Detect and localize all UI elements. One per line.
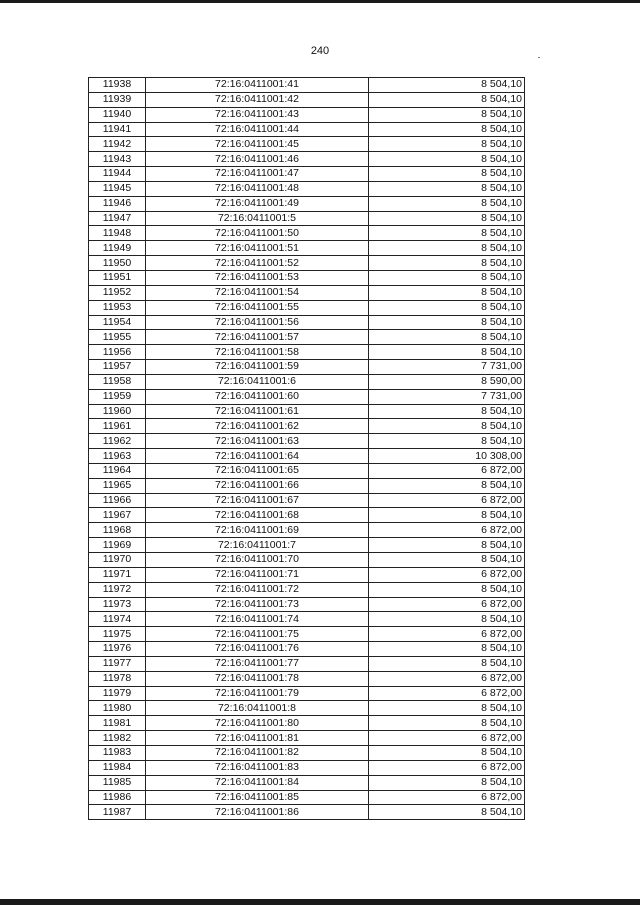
cadastral-number-cell: 72:16:0411001:7 — [146, 538, 369, 553]
cadastral-number-cell: 72:16:0411001:68 — [146, 508, 369, 523]
amount-cell: 8 504,10 — [369, 716, 525, 731]
row-number-cell: 11939 — [89, 92, 146, 107]
row-number-cell: 11980 — [89, 701, 146, 716]
amount-cell: 6 872,00 — [369, 493, 525, 508]
amount-cell: 8 504,10 — [369, 152, 525, 167]
table-row — [89, 285, 525, 300]
table-row — [89, 404, 525, 419]
table-row — [89, 449, 525, 464]
row-number-cell: 11981 — [89, 716, 146, 731]
cadastral-number-cell: 72:16:0411001:86 — [146, 805, 369, 820]
cadastral-number-cell: 72:16:0411001:42 — [146, 92, 369, 107]
top-border-rule — [0, 0, 640, 3]
bottom-border-rule — [0, 899, 640, 905]
table-row — [89, 701, 525, 716]
row-number-cell: 11945 — [89, 181, 146, 196]
cadastral-number-cell: 72:16:0411001:6 — [146, 374, 369, 389]
cadastral-number-cell: 72:16:0411001:76 — [146, 642, 369, 657]
row-number-cell: 11987 — [89, 805, 146, 820]
row-number-cell: 11943 — [89, 152, 146, 167]
table-row — [89, 463, 525, 478]
cadastral-number-cell: 72:16:0411001:53 — [146, 270, 369, 285]
row-number-cell: 11960 — [89, 404, 146, 419]
amount-cell: 8 504,10 — [369, 196, 525, 211]
cadastral-number-cell: 72:16:0411001:41 — [146, 78, 369, 93]
cadastral-number-cell: 72:16:0411001:63 — [146, 434, 369, 449]
cadastral-number-cell: 72:16:0411001:70 — [146, 553, 369, 568]
table-row — [89, 671, 525, 686]
row-number-cell: 11971 — [89, 567, 146, 582]
table-row — [89, 523, 525, 538]
table-row — [89, 300, 525, 315]
table-row — [89, 211, 525, 226]
amount-cell: 8 504,10 — [369, 775, 525, 790]
amount-cell: 8 590,00 — [369, 374, 525, 389]
cadastral-number-cell: 72:16:0411001:85 — [146, 790, 369, 805]
amount-cell: 6 872,00 — [369, 627, 525, 642]
row-number-cell: 11965 — [89, 478, 146, 493]
table-row — [89, 760, 525, 775]
cadastral-number-cell: 72:16:0411001:60 — [146, 389, 369, 404]
row-number-cell: 11979 — [89, 686, 146, 701]
amount-cell: 8 504,10 — [369, 181, 525, 196]
cadastral-number-cell: 72:16:0411001:73 — [146, 597, 369, 612]
amount-cell: 6 872,00 — [369, 731, 525, 746]
amount-cell: 8 504,10 — [369, 508, 525, 523]
cadastral-number-cell: 72:16:0411001:44 — [146, 122, 369, 137]
table-row — [89, 345, 525, 360]
row-number-cell: 11950 — [89, 256, 146, 271]
cadastral-number-cell: 72:16:0411001:59 — [146, 360, 369, 375]
row-number-cell: 11953 — [89, 300, 146, 315]
row-number-cell: 11963 — [89, 449, 146, 464]
table-row — [89, 196, 525, 211]
amount-cell: 8 504,10 — [369, 345, 525, 360]
amount-cell: 6 872,00 — [369, 597, 525, 612]
cadastral-number-cell: 72:16:0411001:65 — [146, 463, 369, 478]
row-number-cell: 11966 — [89, 493, 146, 508]
table-row — [89, 78, 525, 93]
row-number-cell: 11983 — [89, 745, 146, 760]
amount-cell: 8 504,10 — [369, 270, 525, 285]
cadastral-number-cell: 72:16:0411001:50 — [146, 226, 369, 241]
cadastral-number-cell: 72:16:0411001:66 — [146, 478, 369, 493]
amount-cell: 6 872,00 — [369, 686, 525, 701]
amount-cell: 8 504,10 — [369, 315, 525, 330]
amount-cell: 8 504,10 — [369, 330, 525, 345]
amount-cell: 6 872,00 — [369, 790, 525, 805]
amount-cell: 8 504,10 — [369, 256, 525, 271]
amount-cell: 8 504,10 — [369, 656, 525, 671]
cadastral-number-cell: 72:16:0411001:69 — [146, 523, 369, 538]
table-row — [89, 538, 525, 553]
table-row — [89, 731, 525, 746]
cadastral-number-cell: 72:16:0411001:64 — [146, 449, 369, 464]
cadastral-number-cell: 72:16:0411001:79 — [146, 686, 369, 701]
cadastral-number-cell: 72:16:0411001:82 — [146, 745, 369, 760]
row-number-cell: 11940 — [89, 107, 146, 122]
table-row — [89, 745, 525, 760]
row-number-cell: 11967 — [89, 508, 146, 523]
amount-cell: 8 504,10 — [369, 642, 525, 657]
row-number-cell: 11948 — [89, 226, 146, 241]
table-row — [89, 478, 525, 493]
cadastral-number-cell: 72:16:0411001:45 — [146, 137, 369, 152]
table-row — [89, 805, 525, 820]
cadastral-number-cell: 72:16:0411001:58 — [146, 345, 369, 360]
amount-cell: 8 504,10 — [369, 107, 525, 122]
cadastral-number-cell: 72:16:0411001:52 — [146, 256, 369, 271]
cadastral-number-cell: 72:16:0411001:72 — [146, 582, 369, 597]
row-number-cell: 11970 — [89, 553, 146, 568]
amount-cell: 8 504,10 — [369, 285, 525, 300]
amount-cell: 8 504,10 — [369, 701, 525, 716]
amount-cell: 8 504,10 — [369, 745, 525, 760]
cadastral-number-cell: 72:16:0411001:54 — [146, 285, 369, 300]
table-row — [89, 137, 525, 152]
row-number-cell: 11954 — [89, 315, 146, 330]
cadastral-number-cell: 72:16:0411001:48 — [146, 181, 369, 196]
cadastral-number-cell: 72:16:0411001:84 — [146, 775, 369, 790]
row-number-cell: 11985 — [89, 775, 146, 790]
amount-cell: 8 504,10 — [369, 92, 525, 107]
amount-cell: 8 504,10 — [369, 582, 525, 597]
page-number: 240 — [310, 45, 330, 57]
table-row — [89, 360, 525, 375]
table-row — [89, 389, 525, 404]
cadastral-number-cell: 72:16:0411001:80 — [146, 716, 369, 731]
row-number-cell: 11973 — [89, 597, 146, 612]
table-row — [89, 582, 525, 597]
table-row — [89, 167, 525, 182]
amount-cell: 8 504,10 — [369, 78, 525, 93]
row-number-cell: 11964 — [89, 463, 146, 478]
amount-cell: 8 504,10 — [369, 805, 525, 820]
row-number-cell: 11984 — [89, 760, 146, 775]
table-row — [89, 122, 525, 137]
cadastral-number-cell: 72:16:0411001:71 — [146, 567, 369, 582]
cadastral-number-cell: 72:16:0411001:43 — [146, 107, 369, 122]
row-number-cell: 11955 — [89, 330, 146, 345]
table-row — [89, 330, 525, 345]
row-number-cell: 11958 — [89, 374, 146, 389]
row-number-cell: 11978 — [89, 671, 146, 686]
cadastral-number-cell: 72:16:0411001:56 — [146, 315, 369, 330]
cadastral-number-cell: 72:16:0411001:81 — [146, 731, 369, 746]
row-number-cell: 11944 — [89, 167, 146, 182]
row-number-cell: 11949 — [89, 241, 146, 256]
cadastral-number-cell: 72:16:0411001:51 — [146, 241, 369, 256]
table-row — [89, 256, 525, 271]
amount-cell: 7 731,00 — [369, 389, 525, 404]
table-row — [89, 493, 525, 508]
cadastral-number-cell: 72:16:0411001:57 — [146, 330, 369, 345]
amount-cell: 8 504,10 — [369, 538, 525, 553]
amount-cell: 8 504,10 — [369, 226, 525, 241]
cadastral-number-cell: 72:16:0411001:83 — [146, 760, 369, 775]
table-row — [89, 775, 525, 790]
table-row — [89, 508, 525, 523]
row-number-cell: 11938 — [89, 78, 146, 93]
cadastral-number-cell: 72:16:0411001:55 — [146, 300, 369, 315]
amount-cell: 8 504,10 — [369, 553, 525, 568]
cadastral-number-cell: 72:16:0411001:47 — [146, 167, 369, 182]
row-number-cell: 11941 — [89, 122, 146, 137]
table-row — [89, 597, 525, 612]
table-row — [89, 226, 525, 241]
cadastral-number-cell: 72:16:0411001:8 — [146, 701, 369, 716]
cadastral-number-cell: 72:16:0411001:74 — [146, 612, 369, 627]
table-row — [89, 434, 525, 449]
row-number-cell: 11975 — [89, 627, 146, 642]
table-row — [89, 642, 525, 657]
row-number-cell: 11976 — [89, 642, 146, 657]
table-row — [89, 107, 525, 122]
table-body — [89, 78, 525, 820]
table-row — [89, 686, 525, 701]
table-row — [89, 270, 525, 285]
table-row — [89, 315, 525, 330]
row-number-cell: 11961 — [89, 419, 146, 434]
amount-cell: 10 308,00 — [369, 449, 525, 464]
table-row — [89, 419, 525, 434]
amount-cell: 8 504,10 — [369, 300, 525, 315]
amount-cell: 7 731,00 — [369, 360, 525, 375]
amount-cell: 8 504,10 — [369, 478, 525, 493]
amount-cell: 8 504,10 — [369, 612, 525, 627]
row-number-cell: 11977 — [89, 656, 146, 671]
row-number-cell: 11969 — [89, 538, 146, 553]
amount-cell: 6 872,00 — [369, 523, 525, 538]
row-number-cell: 11986 — [89, 790, 146, 805]
amount-cell: 8 504,10 — [369, 167, 525, 182]
table-row — [89, 656, 525, 671]
scan-speck — [538, 57, 540, 58]
row-number-cell: 11974 — [89, 612, 146, 627]
table-row — [89, 716, 525, 731]
amount-cell: 6 872,00 — [369, 760, 525, 775]
row-number-cell: 11946 — [89, 196, 146, 211]
table-row — [89, 612, 525, 627]
amount-cell: 8 504,10 — [369, 241, 525, 256]
row-number-cell: 11957 — [89, 360, 146, 375]
cadastral-number-cell: 72:16:0411001:46 — [146, 152, 369, 167]
cadastral-number-cell: 72:16:0411001:77 — [146, 656, 369, 671]
cadastral-registry-table — [88, 77, 525, 820]
cadastral-number-cell: 72:16:0411001:78 — [146, 671, 369, 686]
table-row — [89, 92, 525, 107]
row-number-cell: 11968 — [89, 523, 146, 538]
amount-cell: 8 504,10 — [369, 211, 525, 226]
row-number-cell: 11956 — [89, 345, 146, 360]
amount-cell: 8 504,10 — [369, 404, 525, 419]
table-row — [89, 241, 525, 256]
row-number-cell: 11972 — [89, 582, 146, 597]
cadastral-number-cell: 72:16:0411001:61 — [146, 404, 369, 419]
table-row — [89, 374, 525, 389]
table-row — [89, 553, 525, 568]
cadastral-number-cell: 72:16:0411001:49 — [146, 196, 369, 211]
row-number-cell: 11982 — [89, 731, 146, 746]
table-row — [89, 790, 525, 805]
table-row — [89, 181, 525, 196]
amount-cell: 6 872,00 — [369, 567, 525, 582]
cadastral-number-cell: 72:16:0411001:75 — [146, 627, 369, 642]
row-number-cell: 11951 — [89, 270, 146, 285]
amount-cell: 8 504,10 — [369, 137, 525, 152]
table-row — [89, 152, 525, 167]
cadastral-number-cell: 72:16:0411001:5 — [146, 211, 369, 226]
amount-cell: 8 504,10 — [369, 122, 525, 137]
table-row — [89, 627, 525, 642]
table-row — [89, 567, 525, 582]
row-number-cell: 11947 — [89, 211, 146, 226]
amount-cell: 8 504,10 — [369, 434, 525, 449]
amount-cell: 8 504,10 — [369, 419, 525, 434]
amount-cell: 6 872,00 — [369, 671, 525, 686]
row-number-cell: 11962 — [89, 434, 146, 449]
row-number-cell: 11942 — [89, 137, 146, 152]
cadastral-number-cell: 72:16:0411001:62 — [146, 419, 369, 434]
row-number-cell: 11952 — [89, 285, 146, 300]
cadastral-number-cell: 72:16:0411001:67 — [146, 493, 369, 508]
row-number-cell: 11959 — [89, 389, 146, 404]
amount-cell: 6 872,00 — [369, 463, 525, 478]
